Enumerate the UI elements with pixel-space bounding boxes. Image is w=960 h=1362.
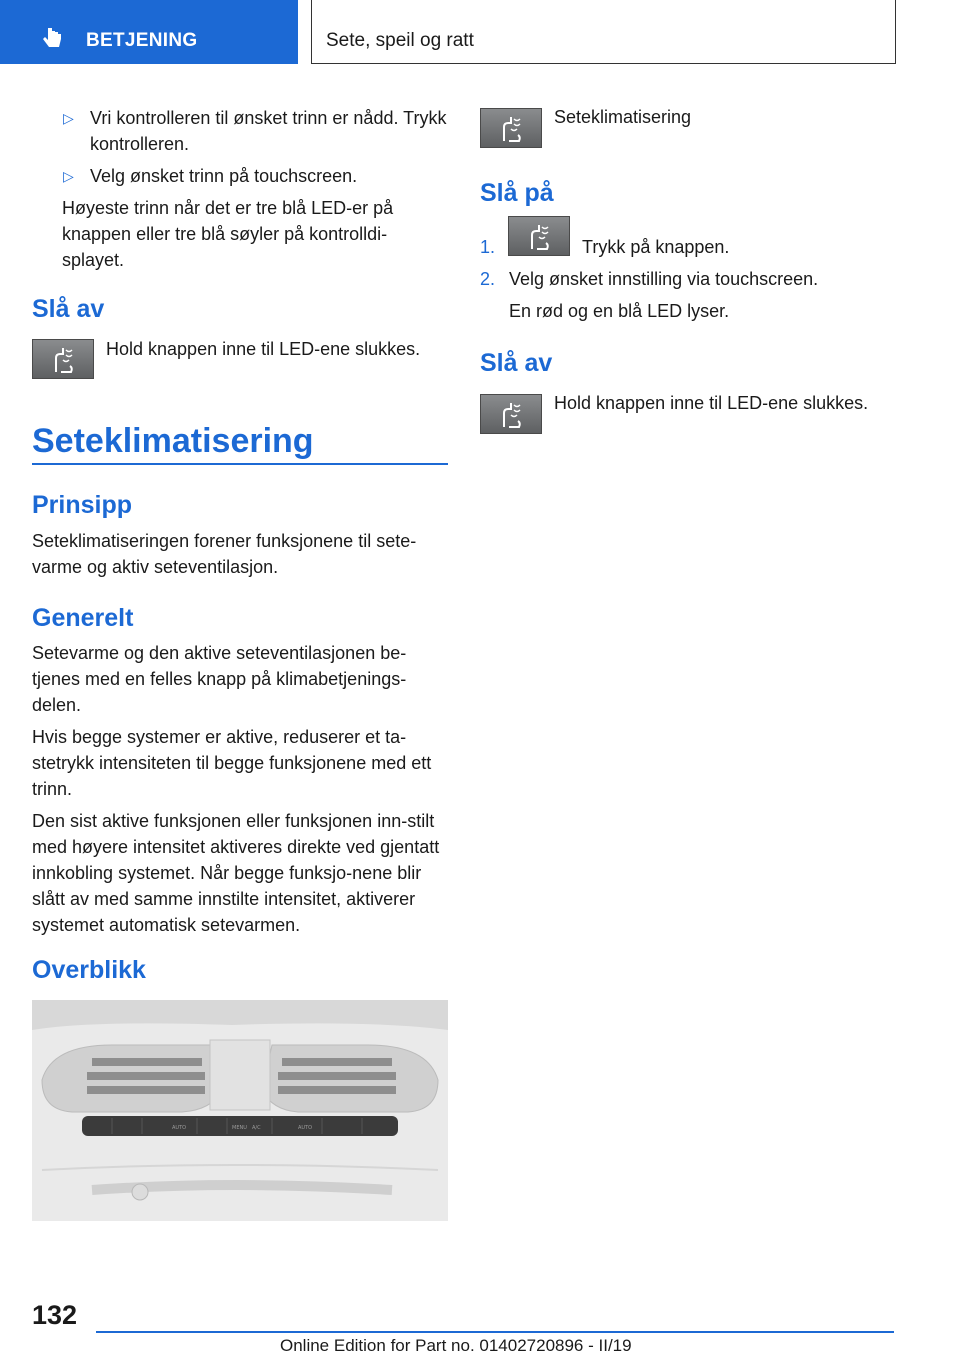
bullet-triangle-icon: ▷ [63,168,74,184]
step-number: 2. [480,269,496,289]
principle-heading: Prinsipp [32,491,133,519]
bullet-text: Velg ønsket trinn på touchscreen. [90,166,358,186]
step-text: Velg ønsket innstilling via touchscreen. [509,269,819,289]
button-caption: Seteklimatisering [554,107,692,127]
section-title: Seteklimatisering [32,422,314,460]
general-paragraph: Setevarme og den aktive seteventilasjonen be-tjenes med en felles knapp på klimabetjenings-delen. [32,643,407,715]
off-heading-left: Slå av [32,295,105,323]
seat-ventilation-icon [501,115,523,143]
seat-climate-button-image [480,394,542,434]
seat-climate-button-image [508,216,570,256]
chapter-title: Sete, speil og ratt [326,30,474,51]
seat-ventilation-icon [53,346,75,374]
edition-text: Online Edition for Part no. 01402720896 - II/19 [280,1336,632,1355]
seat-ventilation-icon [501,401,523,429]
footer-rule [96,1331,894,1333]
general-heading: Generelt [32,604,134,632]
photo-button-label: MENU [232,1125,247,1131]
note-text: Høyeste trinn når det er tre blå LED-er på knappen eller tre blå søyler på kontrolldi-splayet. [62,198,394,270]
step-text: Trykk på knappen. [582,237,730,257]
bullet-item [0,163,448,189]
step-number: 1. [480,237,496,257]
seat-climate-button-image [32,339,94,379]
dashboard-vents-photo [32,1000,448,1221]
chapter-box [311,0,896,64]
general-text [32,640,448,938]
section-label: BETJENING [86,30,198,51]
photo-button-label: A/C [252,1125,261,1131]
overview-heading: Overblikk [32,956,146,984]
off-text-left: Hold knappen inne til LED-ene slukkes. [106,339,421,359]
photo-button-label: AUTO [298,1125,313,1131]
section-tab[interactable] [0,0,298,64]
photo-button-label: AUTO [172,1125,187,1131]
section-rule [32,463,448,465]
principle-text: Seteklimatiseringen forener funksjonene til sete-varme og aktiv seteventilasjon. [32,531,417,577]
step-sub-text: En rød og en blå LED lyser. [509,301,730,321]
general-paragraph: Hvis begge systemer er aktive, reduserer et ta-stetrykk intensiteten til begge funksjonene med ett trinn. [32,727,432,799]
seat-ventilation-icon [529,223,551,251]
seat-climate-button-image [480,108,542,148]
general-paragraph: Den sist aktive funksjonen eller funksjonen inn-stilt med høyere intensitet aktiveres direkte ved gjentatt innkobling systemet. Når begge funksjo-nene blir slått av med samme innstilte intensitet, aktiverer systemet automatisk setevarmen. [32,811,440,935]
left-column [32,105,448,273]
on-heading: Slå på [480,179,554,207]
off-heading-right: Slå av [480,349,553,377]
bullet-triangle-icon: ▷ [63,110,74,126]
bullet-text: Vri kontrolleren til ønsket trinn er nådd. Trykk kontrolleren. [90,108,447,154]
off-text-right: Hold knappen inne til LED-ene slukkes. [554,393,869,413]
page-number: 132 [32,1300,78,1330]
bullet-item [0,105,448,157]
hand-pointer-icon [40,26,64,52]
